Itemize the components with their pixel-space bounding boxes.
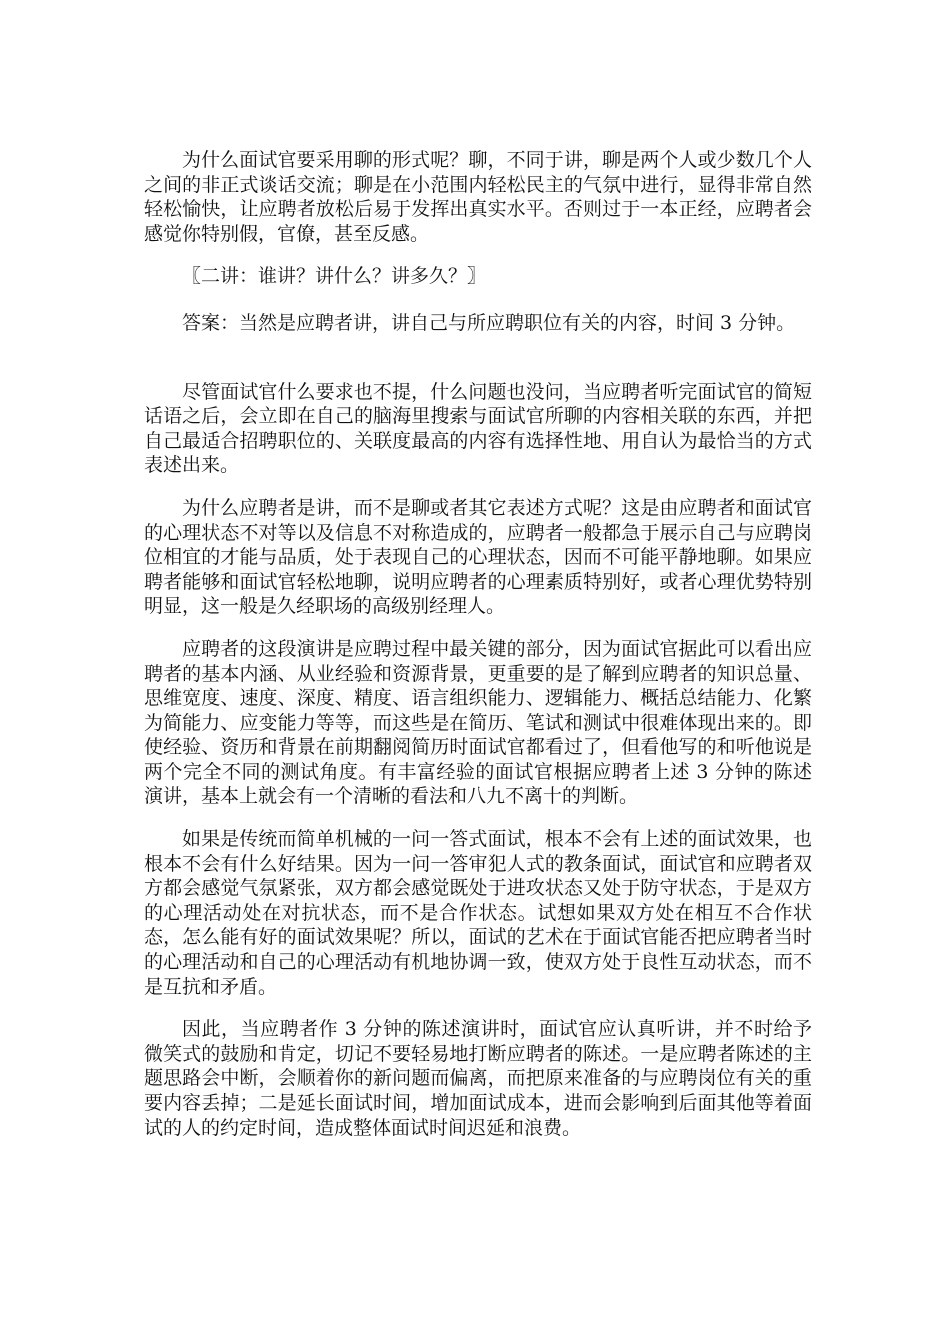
spacer bbox=[144, 336, 812, 380]
paragraph-why-talk: 为什么应聘者是讲，而不是聊或者其它表述方式呢？这是由应聘者和面试官的心理状态不对等以及信息不对称造成的，应聘者一般都急于展示自己与应聘岗位相宜的才能与品质，处于表现自己的心理状态，因而不可能平静地聊。如果应聘者能够和面试官轻松地聊，说明应聘者的心理素质特别好，或者心理优势特别明显，这一般是久经职场的高级别经理人。 bbox=[144, 496, 812, 618]
spacer bbox=[144, 619, 812, 637]
spacer bbox=[144, 246, 812, 264]
paragraph-candidate-response: 尽管面试官什么要求也不提，什么问题也没问，当应聘者听完面试官的简短话语之后，会立即在自己的脑海里搜索与面试官所聊的内容相关联的东西，并把自己最适合招聘职位的、关联度最高的内容有选择性地、用自认为最恰当的方式表述出来。 bbox=[144, 380, 812, 477]
spacer bbox=[144, 999, 812, 1017]
spacer bbox=[144, 809, 812, 827]
paragraph-answer: 答案：当然是应聘者讲，讲自己与所应聘职位有关的内容，时间 3 分钟。 bbox=[182, 311, 796, 334]
paragraph-key-part: 应聘者的这段演讲是应聘过程中最关键的部分，因为面试官据此可以看出应聘者的基本内涵、从业经验和资源背景，更重要的是了解到应聘者的知识总量、思维宽度、速度、深度、精度、语言组织能力、逻辑能力、概括总结能力、化繁为简能力、应变能力等等，而这些是在简历、笔试和测试中很难体现出来的。即使经验、资历和背景在前期翻阅简历时面试官都看过了，但看他写的和听他说是两个完全不同的测试角度。有丰富经验的面试官根据应聘者上述 3 分钟的陈述演讲，基本上就会有一个清晰的看法和八九不离十的判断。 bbox=[144, 637, 812, 808]
paragraph-chat-form: 为什么面试官要采用聊的形式呢？聊，不同于讲，聊是两个人或少数几个人之间的非正式谈话交流；聊是在小范围内轻松民主的气氛中进行，显得非常自然轻松愉快，让应聘者放松后易于发挥出真实水平。否则过于一本正经，应聘者会感觉你特别假，官僚，甚至反感。 bbox=[144, 149, 812, 245]
spacer bbox=[144, 289, 812, 311]
document-body bbox=[144, 148, 812, 1140]
section-heading-two-talk: 〖二讲：谁讲？讲什么？讲多久？〗 bbox=[182, 265, 487, 288]
paragraph-listen-carefully: 因此，当应聘者作 3 分钟的陈述演讲时，面试官应认真听讲，并不时给予微笑式的鼓励和肯定，切记不要轻易地打断应聘者的陈述。一是应聘者陈述的主题思路会中断，会顺着你的新问题而偏离，而把原来准备的与应聘岗位有关的重要内容丢掉；二是延长面试时间，增加面试成本，进而会影响到后面其他等着面试的人的约定时间，造成整体面试时间迟延和浪费。 bbox=[144, 1018, 812, 1139]
paragraph-traditional-interview: 如果是传统而简单机械的一问一答式面试，根本不会有上述的面试效果，也根本不会有什么好结果。因为一问一答审犯人式的教条面试，面试官和应聘者双方都会感觉气氛紧张，双方都会感觉既处于进攻状态又处于防守状态，于是双方的心理活动处在对抗状态，而不是合作状态。试想如果双方处在相互不合作状态，怎么能有好的面试效果呢？所以，面试的艺术在于面试官能否把应聘者当时的心理活动和自己的心理活动有机地协调一致，使双方处于良性互动状态，而不是互抗和矛盾。 bbox=[144, 828, 812, 998]
spacer bbox=[144, 478, 812, 496]
